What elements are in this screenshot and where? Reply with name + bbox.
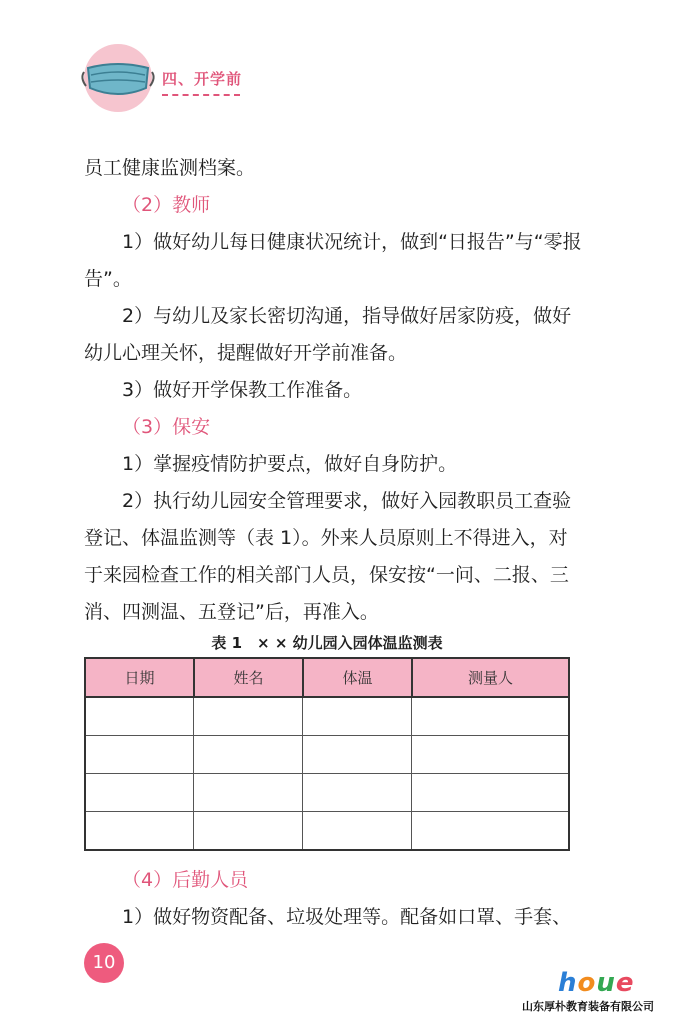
paragraph: 1）掌握疫情防护要点，做好自身防护。 [122,453,458,475]
table-cell [85,697,194,736]
paragraph: 1）做好幼儿每日健康状况统计，做到“日报告”与“零报告”。 [84,231,582,290]
logo-letter: h [558,968,578,998]
table-cell [194,736,303,774]
brand-logo [558,968,635,998]
company-name: 山东厚朴教育装备有限公司 [522,1000,654,1013]
paragraph: 员工健康监测档案。 [84,157,256,179]
table-cell [303,697,412,736]
table-header-row [85,658,569,697]
logo-letter: e [615,968,635,998]
logo-letter: o [577,968,597,998]
table-cell [412,774,569,812]
sub-heading: （2）教师 [122,194,211,216]
paragraph: 1）做好物资配备、垃圾处理等。配备如口罩、手套、 [122,906,572,928]
title-dash-divider [162,94,240,96]
table-row [85,812,569,851]
paragraph: 2）执行幼儿园安全管理要求，做好入园教职员工查验登记、体温监测等（表 1）。外来人员原则上不得进入，对于来园检查工作的相关部门人员，保安按“一问、二报、三消、四测温、五登记”后，再准入。 [84,490,572,623]
section-title: 四、开学前 [162,70,243,88]
column-header: 姓名 [194,658,303,697]
temperature-table [84,657,570,851]
table-cell [412,697,569,736]
column-header: 体温 [303,658,412,697]
page-number: 10 [84,943,124,983]
table-cell [303,812,412,851]
section-header [78,38,318,118]
face-mask-icon [78,42,158,114]
column-header: 测量人 [412,658,569,697]
paragraph: 2）与幼儿及家长密切沟通，指导做好居家防疫，做好幼儿心理关怀，提醒做好开学前准备。 [84,305,572,364]
paragraph: 3）做好开学保教工作准备。 [122,379,363,401]
column-header: 日期 [85,658,194,697]
company-watermark [522,968,680,1016]
table-cell [303,774,412,812]
table-cell [85,812,194,851]
table-cell [303,736,412,774]
sub-heading: （3）保安 [122,416,211,438]
table-cell [85,736,194,774]
table-cell [194,774,303,812]
table-cell [194,812,303,851]
logo-letter: u [596,968,616,998]
sub-heading: （4）后勤人员 [122,869,249,891]
table-row [85,774,569,812]
table-row [85,736,569,774]
table-caption: 表 1 × × 幼儿园入园体温监测表 [211,634,443,652]
body-text-bottom [84,862,584,936]
table-row [85,697,569,736]
table-cell [412,736,569,774]
table-cell [412,812,569,851]
body-text-top [84,150,584,631]
table-cell [194,697,303,736]
table-cell [85,774,194,812]
